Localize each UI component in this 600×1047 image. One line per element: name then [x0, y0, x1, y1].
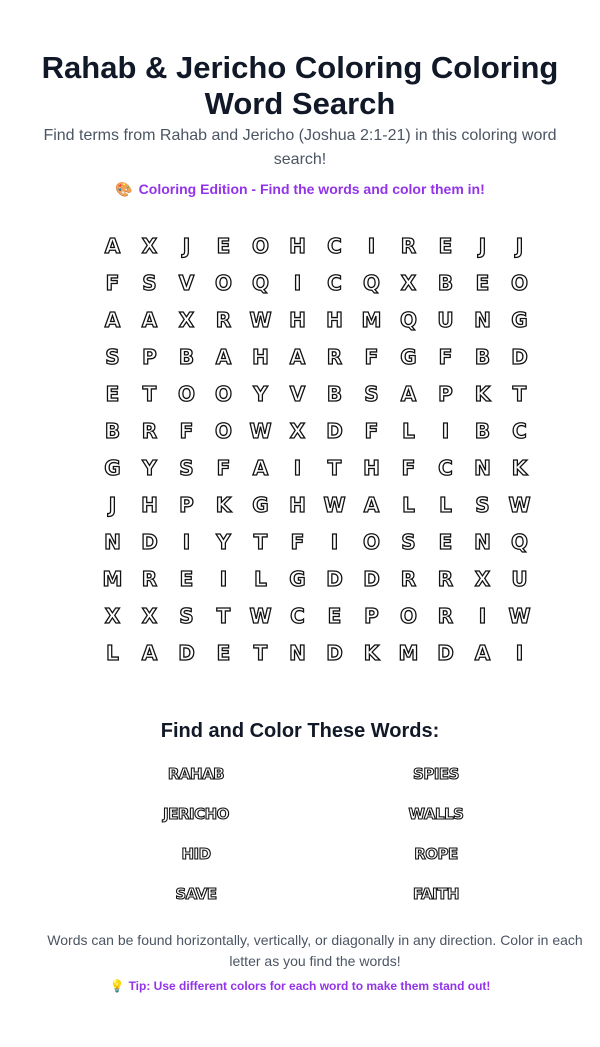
grid-cell[interactable]: P	[364, 603, 379, 628]
grid-cell[interactable]: I	[478, 603, 487, 628]
grid-cell[interactable]: R	[400, 233, 417, 258]
grid-cell[interactable]: A	[400, 381, 417, 406]
word-list-item: JERICHO	[163, 805, 229, 823]
grid-cell[interactable]: W	[249, 307, 272, 332]
word-list-item: FAITH	[412, 885, 459, 903]
palette-icon: 🎨	[115, 181, 133, 197]
grid-cell[interactable]: H	[289, 307, 306, 332]
grid-cell[interactable]: I	[515, 640, 524, 665]
grid-cell[interactable]: H	[289, 233, 306, 258]
grid-cell[interactable]: D	[326, 418, 343, 443]
grid-cell[interactable]: K	[511, 455, 528, 480]
grid-cell[interactable]: G	[511, 307, 528, 332]
grid-cell[interactable]: O	[214, 381, 232, 406]
grid-cell[interactable]: O	[399, 603, 417, 628]
word-list-item: RAHAB	[167, 765, 225, 783]
grid-cell[interactable]: B	[474, 344, 491, 369]
grid-cell[interactable]: F	[364, 418, 379, 443]
grid-cell[interactable]: F	[179, 418, 194, 443]
grid-cell[interactable]: P	[179, 492, 194, 517]
grid-cell[interactable]: T	[512, 381, 527, 406]
grid-cell[interactable]: X	[104, 603, 121, 628]
grid-cell[interactable]: O	[251, 233, 269, 258]
grid-cell[interactable]: I	[330, 529, 339, 554]
grid-cell[interactable]: X	[141, 233, 158, 258]
grid-cell[interactable]: W	[508, 492, 531, 517]
grid-cell[interactable]: H	[289, 492, 306, 517]
grid-cell[interactable]: D	[511, 344, 528, 369]
grid-cell[interactable]: D	[326, 640, 343, 665]
grid-cell[interactable]: P	[142, 344, 157, 369]
grid-cell[interactable]: O	[510, 270, 528, 295]
grid-cell[interactable]: Q	[251, 270, 269, 295]
grid-cell[interactable]: A	[363, 492, 380, 517]
grid-cell[interactable]: C	[438, 455, 453, 480]
grid-cell[interactable]: W	[323, 492, 346, 517]
grid-cell[interactable]: I	[293, 270, 302, 295]
grid-cell[interactable]: J	[182, 233, 191, 258]
grid-cell[interactable]: E	[475, 270, 490, 295]
grid-cell[interactable]: V	[178, 270, 195, 295]
grid-cell[interactable]: S	[105, 344, 120, 369]
edition-text: Coloring Edition - Find the words and color them in!	[138, 181, 485, 197]
grid-cell[interactable]: X	[289, 418, 306, 443]
grid-cell[interactable]: A	[141, 640, 158, 665]
grid-cell[interactable]: N	[474, 455, 491, 480]
edition-banner	[0, 179, 600, 199]
grid-cell[interactable]: R	[141, 418, 158, 443]
word-list-heading: Find and Color These Words:	[160, 720, 440, 742]
grid-cell[interactable]: Y	[253, 381, 268, 406]
grid-cell[interactable]: F	[105, 270, 120, 295]
grid-cell[interactable]: X	[141, 603, 158, 628]
grid-cell[interactable]: B	[437, 270, 454, 295]
grid-cell[interactable]: C	[327, 270, 342, 295]
grid-cell[interactable]: U	[511, 566, 528, 591]
grid-cell[interactable]: C	[327, 233, 342, 258]
grid-cell[interactable]: O	[214, 418, 232, 443]
grid-cell[interactable]: G	[289, 566, 306, 591]
grid-cell[interactable]: D	[326, 566, 343, 591]
grid-cell[interactable]: B	[178, 344, 195, 369]
word-list-item: SAVE	[175, 885, 217, 903]
grid-cell[interactable]: B	[104, 418, 121, 443]
grid-cell[interactable]: P	[438, 381, 453, 406]
grid-cell[interactable]: Y	[216, 529, 231, 554]
grid-cell[interactable]: A	[474, 640, 491, 665]
grid-cell[interactable]: J	[478, 233, 487, 258]
page-title: Rahab & Jericho Coloring Coloring Word Search	[41, 50, 559, 121]
word-list-item: WALLS	[408, 805, 464, 823]
grid-cell[interactable]: V	[289, 381, 306, 406]
grid-cell[interactable]: D	[178, 640, 195, 665]
grid-cell[interactable]: M	[361, 307, 382, 332]
grid-cell[interactable]: E	[438, 233, 453, 258]
grid-cell[interactable]: M	[398, 640, 419, 665]
grid-cell[interactable]: Y	[142, 455, 157, 480]
grid-cell[interactable]: R	[437, 566, 454, 591]
grid-cell[interactable]: G	[104, 455, 121, 480]
grid-cell[interactable]: O	[362, 529, 380, 554]
grid-cell[interactable]: J	[515, 233, 524, 258]
grid-cell[interactable]: R	[437, 603, 454, 628]
grid-cell[interactable]: G	[400, 344, 417, 369]
grid-cell[interactable]: K	[474, 381, 491, 406]
grid-cell[interactable]: I	[219, 566, 228, 591]
grid-cell[interactable]: A	[289, 344, 306, 369]
grid-cell[interactable]: R	[400, 566, 417, 591]
grid-cell[interactable]: Q	[362, 270, 380, 295]
grid-cell[interactable]: E	[216, 233, 231, 258]
grid-cell[interactable]: E	[105, 381, 120, 406]
grid-cell[interactable]: X	[474, 566, 491, 591]
grid-cell[interactable]: S	[179, 603, 194, 628]
word-list-item: SPIES	[413, 765, 459, 783]
letter-grid	[94, 227, 538, 671]
grid-cell[interactable]: L	[106, 640, 119, 665]
grid-cell[interactable]: A	[104, 307, 121, 332]
grid-cell[interactable]: I	[367, 233, 376, 258]
grid-cell[interactable]: A	[141, 307, 158, 332]
lightbulb-icon: 💡	[109, 979, 125, 993]
grid-cell[interactable]: L	[439, 492, 452, 517]
grid-cell[interactable]: S	[364, 381, 379, 406]
grid-cell[interactable]: A	[104, 233, 121, 258]
grid-cell[interactable]: W	[249, 603, 272, 628]
grid-cell[interactable]: T	[253, 640, 268, 665]
grid-cell[interactable]: Q	[510, 529, 528, 554]
grid-cell[interactable]: F	[216, 455, 231, 480]
grid-cell[interactable]: O	[177, 381, 195, 406]
grid-cell[interactable]: N	[104, 529, 121, 554]
grid-cell[interactable]: I	[293, 455, 302, 480]
word-list	[76, 763, 556, 923]
grid-cell[interactable]: S	[142, 270, 157, 295]
grid-cell[interactable]: I	[441, 418, 450, 443]
grid-cell[interactable]: K	[215, 492, 232, 517]
grid-cell[interactable]: H	[363, 455, 380, 480]
grid-cell[interactable]: E	[179, 566, 194, 591]
page-subtitle: Find terms from Rahab and Jericho (Joshua 2:1-21) in this coloring word search!	[43, 127, 557, 168]
grid-cell[interactable]: R	[141, 566, 158, 591]
word-list-item: HID	[181, 845, 211, 863]
grid-cell[interactable]: D	[437, 640, 454, 665]
grid-cell[interactable]: N	[474, 307, 491, 332]
grid-cell[interactable]: E	[327, 603, 342, 628]
grid-cell[interactable]: E	[216, 640, 231, 665]
grid-cell[interactable]: I	[182, 529, 191, 554]
grid-cell[interactable]: S	[179, 455, 194, 480]
grid-cell[interactable]: L	[254, 566, 267, 591]
grid-cell[interactable]: W	[508, 603, 531, 628]
grid-cell[interactable]: U	[437, 307, 454, 332]
grid-cell[interactable]: E	[438, 529, 453, 554]
grid-cell[interactable]: Q	[399, 307, 417, 332]
grid-cell[interactable]: H	[252, 344, 269, 369]
tip-banner	[0, 977, 600, 995]
tip-text: Tip: Use different colors for each word to make them stand out!	[128, 979, 491, 993]
grid-cell[interactable]: O	[214, 270, 232, 295]
grid-cell[interactable]: B	[326, 381, 343, 406]
grid-cell[interactable]: T	[253, 529, 268, 554]
grid-cell[interactable]: R	[326, 344, 343, 369]
grid-cell[interactable]: A	[215, 344, 232, 369]
grid-cell[interactable]: F	[401, 455, 416, 480]
grid-cell[interactable]: T	[327, 455, 342, 480]
grid-cell[interactable]: R	[215, 307, 232, 332]
grid-cell[interactable]: D	[141, 529, 158, 554]
grid-cell[interactable]: X	[178, 307, 195, 332]
grid-cell[interactable]: F	[364, 344, 379, 369]
grid-cell[interactable]: X	[400, 270, 417, 295]
grid-cell[interactable]: A	[252, 455, 269, 480]
grid-cell[interactable]: T	[216, 603, 231, 628]
grid-cell[interactable]: S	[475, 492, 490, 517]
grid-cell[interactable]: F	[290, 529, 305, 554]
grid-cell[interactable]: L	[402, 418, 415, 443]
instructions-text: Words can be found horizontally, vertically, or diagonally in any direction. Color in each letter as you find the words!	[47, 932, 583, 969]
grid-cell[interactable]: L	[402, 492, 415, 517]
grid-cell[interactable]: K	[363, 640, 380, 665]
grid-cell[interactable]: N	[474, 529, 491, 554]
grid-cell[interactable]: B	[474, 418, 491, 443]
grid-cell[interactable]: G	[252, 492, 269, 517]
grid-cell[interactable]: C	[290, 603, 305, 628]
grid-cell[interactable]: C	[512, 418, 527, 443]
grid-cell[interactable]: W	[249, 418, 272, 443]
word-list-item: ROPE	[414, 845, 458, 863]
grid-cell[interactable]: F	[438, 344, 453, 369]
grid-cell[interactable]: T	[142, 381, 157, 406]
grid-cell[interactable]: M	[102, 566, 123, 591]
grid-cell[interactable]: H	[326, 307, 343, 332]
grid-cell[interactable]: H	[141, 492, 158, 517]
grid-cell[interactable]: S	[401, 529, 416, 554]
grid-cell[interactable]: N	[289, 640, 306, 665]
grid-cell[interactable]: D	[363, 566, 380, 591]
grid-cell[interactable]: J	[108, 492, 117, 517]
